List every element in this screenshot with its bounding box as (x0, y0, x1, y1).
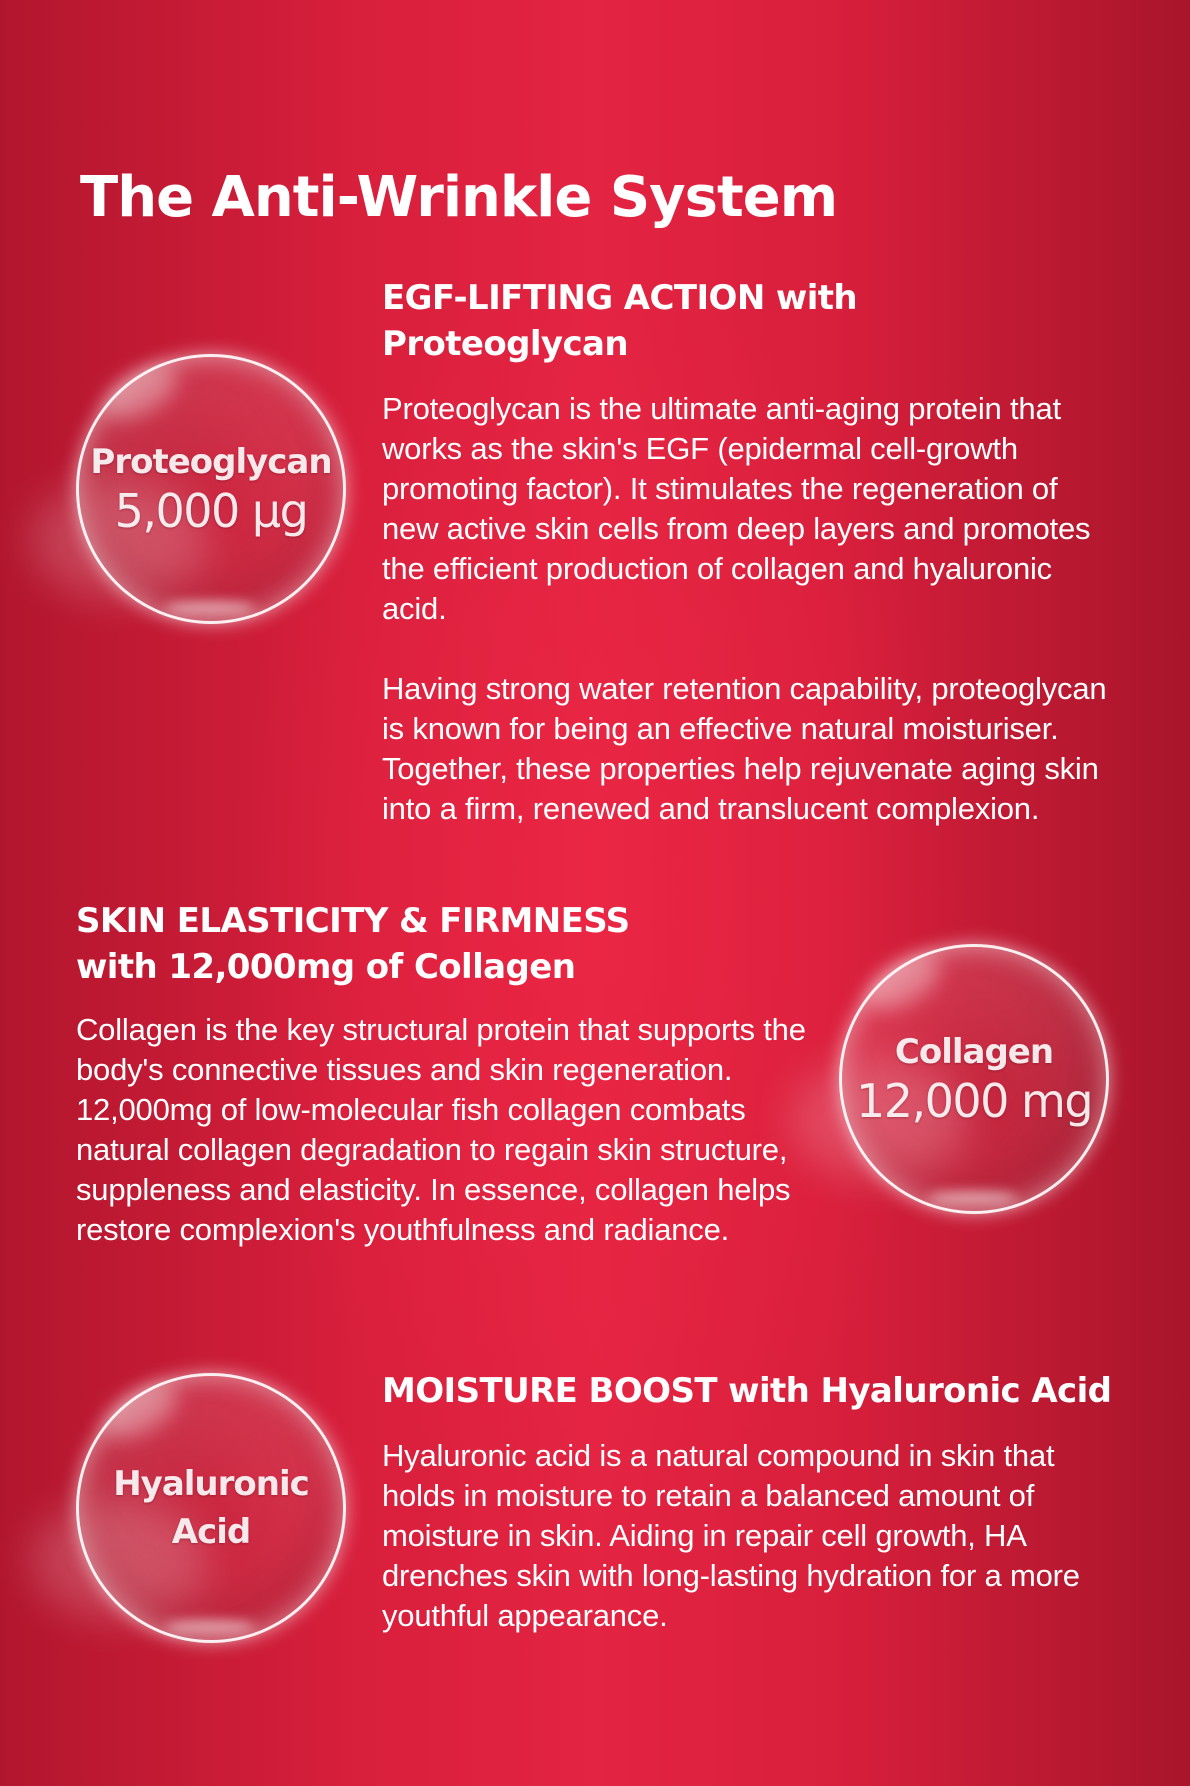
section-proteoglycan (382, 275, 1112, 829)
bubble-name: Collagen (894, 1032, 1054, 1072)
proteoglycan-bubble-icon (76, 354, 346, 624)
bubble-name-line2: Acid (171, 1512, 251, 1552)
section-paragraph: Proteoglycan is the ultimate anti-aging protein that works as the skin's EGF (epidermal cell-growth promoting factor). It stimulates the regeneration of new active skin cells from deep layers and promotes the efficient production of collagen and hyaluronic acid. (382, 391, 1091, 626)
section-heading: EGF-LIFTING ACTION with Proteoglycan (382, 278, 858, 364)
section-heading: MOISTURE BOOST with Hyaluronic Acid (382, 1371, 1112, 1411)
hyaluronic-acid-bubble-icon (76, 1373, 346, 1643)
page-title: The Anti-Wrinkle System (80, 165, 838, 230)
section-paragraph: Having strong water retention capability, proteoglycan is known for being an effective natural moisturiser. Together, these properties help rejuvenate aging skin into a firm, renewed and translucent complexion. (382, 671, 1107, 826)
section-heading-line2: with 12,000mg of Collagen (76, 947, 576, 987)
section-paragraph: Collagen is the key structural protein that supports the body's connective tissues and skin regeneration. 12,000mg of low-molecular fish collagen combats natural collagen degradation to regain skin structure, suppleness and elasticity. In essence, collagen helps restore complexion's youthfulness and radiance. (76, 1012, 806, 1247)
bubble-name: Proteoglycan (90, 442, 332, 482)
collagen-bubble-icon (839, 944, 1109, 1214)
section-hyaluronic-acid (382, 1368, 1112, 1636)
bubble-amount: 12,000 mg (855, 1074, 1093, 1128)
bubble-name-line1: Hyaluronic (113, 1464, 309, 1504)
section-collagen (76, 898, 826, 1250)
section-paragraph: Hyaluronic acid is a natural compound in skin that holds in moisture to retain a balanced amount of moisture in skin. Aiding in repair cell growth, HA drenches skin with long-lasting hydration for a more youthful appearance. (382, 1438, 1080, 1633)
section-heading-line1: SKIN ELASTICITY & FIRMNESS (76, 901, 630, 941)
bubble-amount: 5,000 µg (114, 484, 308, 538)
